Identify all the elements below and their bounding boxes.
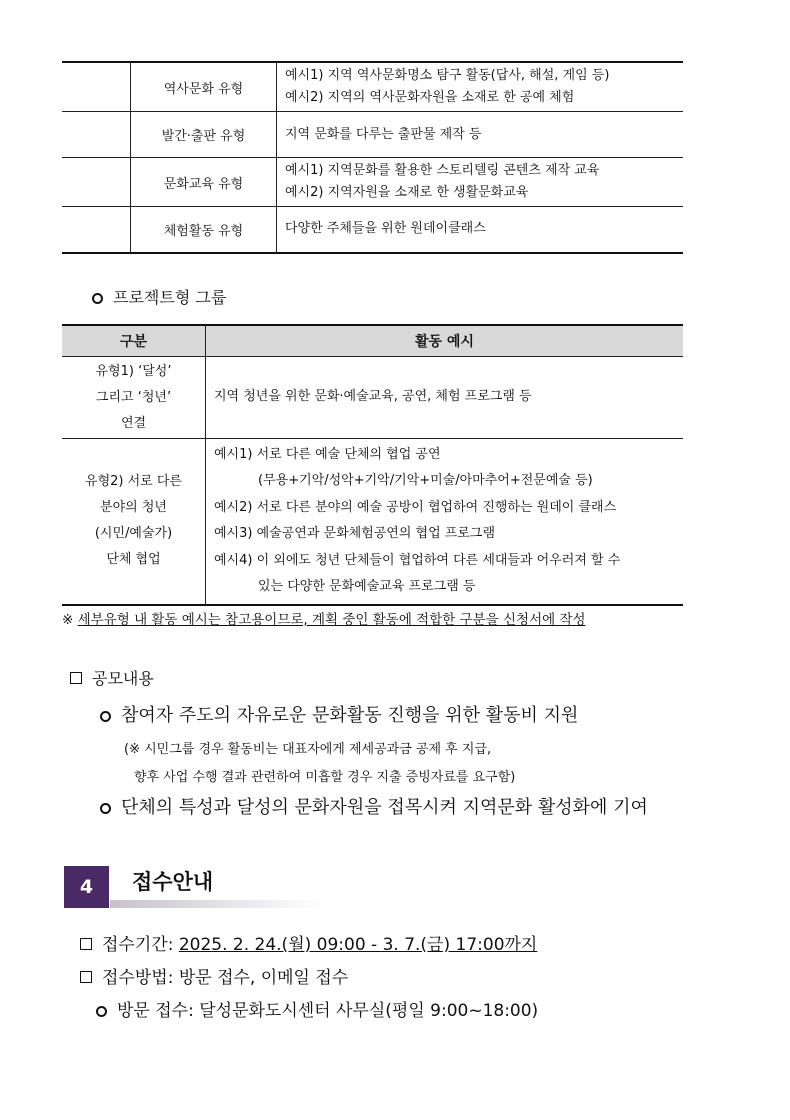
column-header-example: 활동 예시 [206, 325, 684, 357]
type-example: 예시2) 지역자원을 소재로 한 생활문화교육 [285, 185, 529, 200]
table-row [62, 112, 683, 158]
contents-sub-1: (※ 시민그룹 경우 활동비는 대표자에게 제세공과금 공제 후 지급, [124, 742, 492, 757]
circle-bullet-icon [100, 711, 111, 722]
table-row: 유형2) 서로 다른 분야의 청년 (시민/예술가) 단체 협업 예시1) 서로 다른 예술 단체의 협업 공연 (무용+기악/성악+기악/기악+미술/아마추어+전문예술 등) 예시2) 서로 다른 분야의 예술 공방이 협업하여 진행하는 원데이 클래스 예시3) 예술공연과 문화체험공연의 협업 프로그램 예시4) 이 외에도 청년 단체들이 협업하여 다른 세대들과 어우러져 할 수 있는 다양한 문화예술교육 프로그램 등 [62, 439, 683, 605]
type-example: 다양한 주체들을 위한 원데이클래스 [285, 221, 486, 237]
receipt-method: 접수방법: 방문 접수, 이메일 접수 [80, 963, 348, 988]
type-example: 예시1) 지역 역사문화명소 탐구 활동(답사, 해설, 게임 등) [285, 68, 610, 83]
activity-type-table [62, 61, 683, 254]
note [62, 608, 586, 628]
contents-item-1: 참여자 주도의 자유로운 문화활동 진행을 위한 활동비 지원 [100, 701, 578, 727]
receipt-visit: 방문 접수: 달성문화도시센터 사무실(평일 9:00~18:00) [96, 996, 538, 1021]
receipt-period-value: 2025. 2. 24.(월) 09:00 - 3. 7.(금) 17:00까지 [178, 935, 538, 955]
contents-item-2: 단체의 특성과 달성의 문화자원을 접목시켜 지역문화 활성화에 기여 [100, 793, 648, 819]
project-group-table [62, 324, 683, 606]
project-group-heading: 프로젝트형 그룹 [92, 285, 226, 308]
type-category: 체험활동 유형 [131, 207, 277, 253]
table-row [62, 207, 683, 253]
note-mark: ※ [62, 612, 74, 628]
square-bullet-icon [80, 938, 92, 950]
circle-bullet-icon [92, 293, 103, 304]
section-underline [110, 900, 325, 908]
table-row [62, 158, 683, 207]
circle-bullet-icon [96, 1006, 107, 1017]
square-bullet-icon [70, 672, 82, 684]
type-category: 역사문화 유형 [131, 62, 277, 112]
contents-sub-2: 향후 사업 수행 결과 관련하여 미흡할 경우 지출 증빙자료를 요구함) [134, 770, 516, 785]
square-bullet-icon [80, 971, 92, 983]
type-example: 지역 문화를 다루는 출판물 제작 등 [285, 126, 482, 142]
table-header-row [62, 325, 683, 357]
circle-bullet-icon [100, 803, 111, 814]
section-number-badge: 4 [64, 866, 109, 908]
table-row: 유형1) ‘달성’ 그리고 ‘청년’ 연결 지역 청년을 위한 문화·예술교육, 공연, 체험 프로그램 등 [62, 357, 683, 439]
type-category: 발간·출판 유형 [131, 112, 277, 158]
section-title: 접수안내 [132, 870, 214, 894]
note-text: 세부유형 내 활동 예시는 참고용이므로, 계획 중인 활동에 적합한 구분을 신청서에 작성 [77, 612, 586, 628]
type-category: 문화교육 유형 [131, 158, 277, 207]
contents-title: 공모내용 [70, 666, 154, 689]
type-example: 예시2) 지역의 역사문화자원을 소재로 한 공예 체험 [285, 90, 575, 105]
column-header-kind: 구분 [62, 325, 206, 357]
type-example: 예시1) 지역문화를 활용한 스토리텔링 콘텐츠 제작 교육 [285, 163, 600, 178]
receipt-period: 접수기간: 2025. 2. 24.(월) 09:00 - 3. 7.(금) 17:00까지 [80, 930, 537, 955]
table-row [62, 62, 683, 112]
